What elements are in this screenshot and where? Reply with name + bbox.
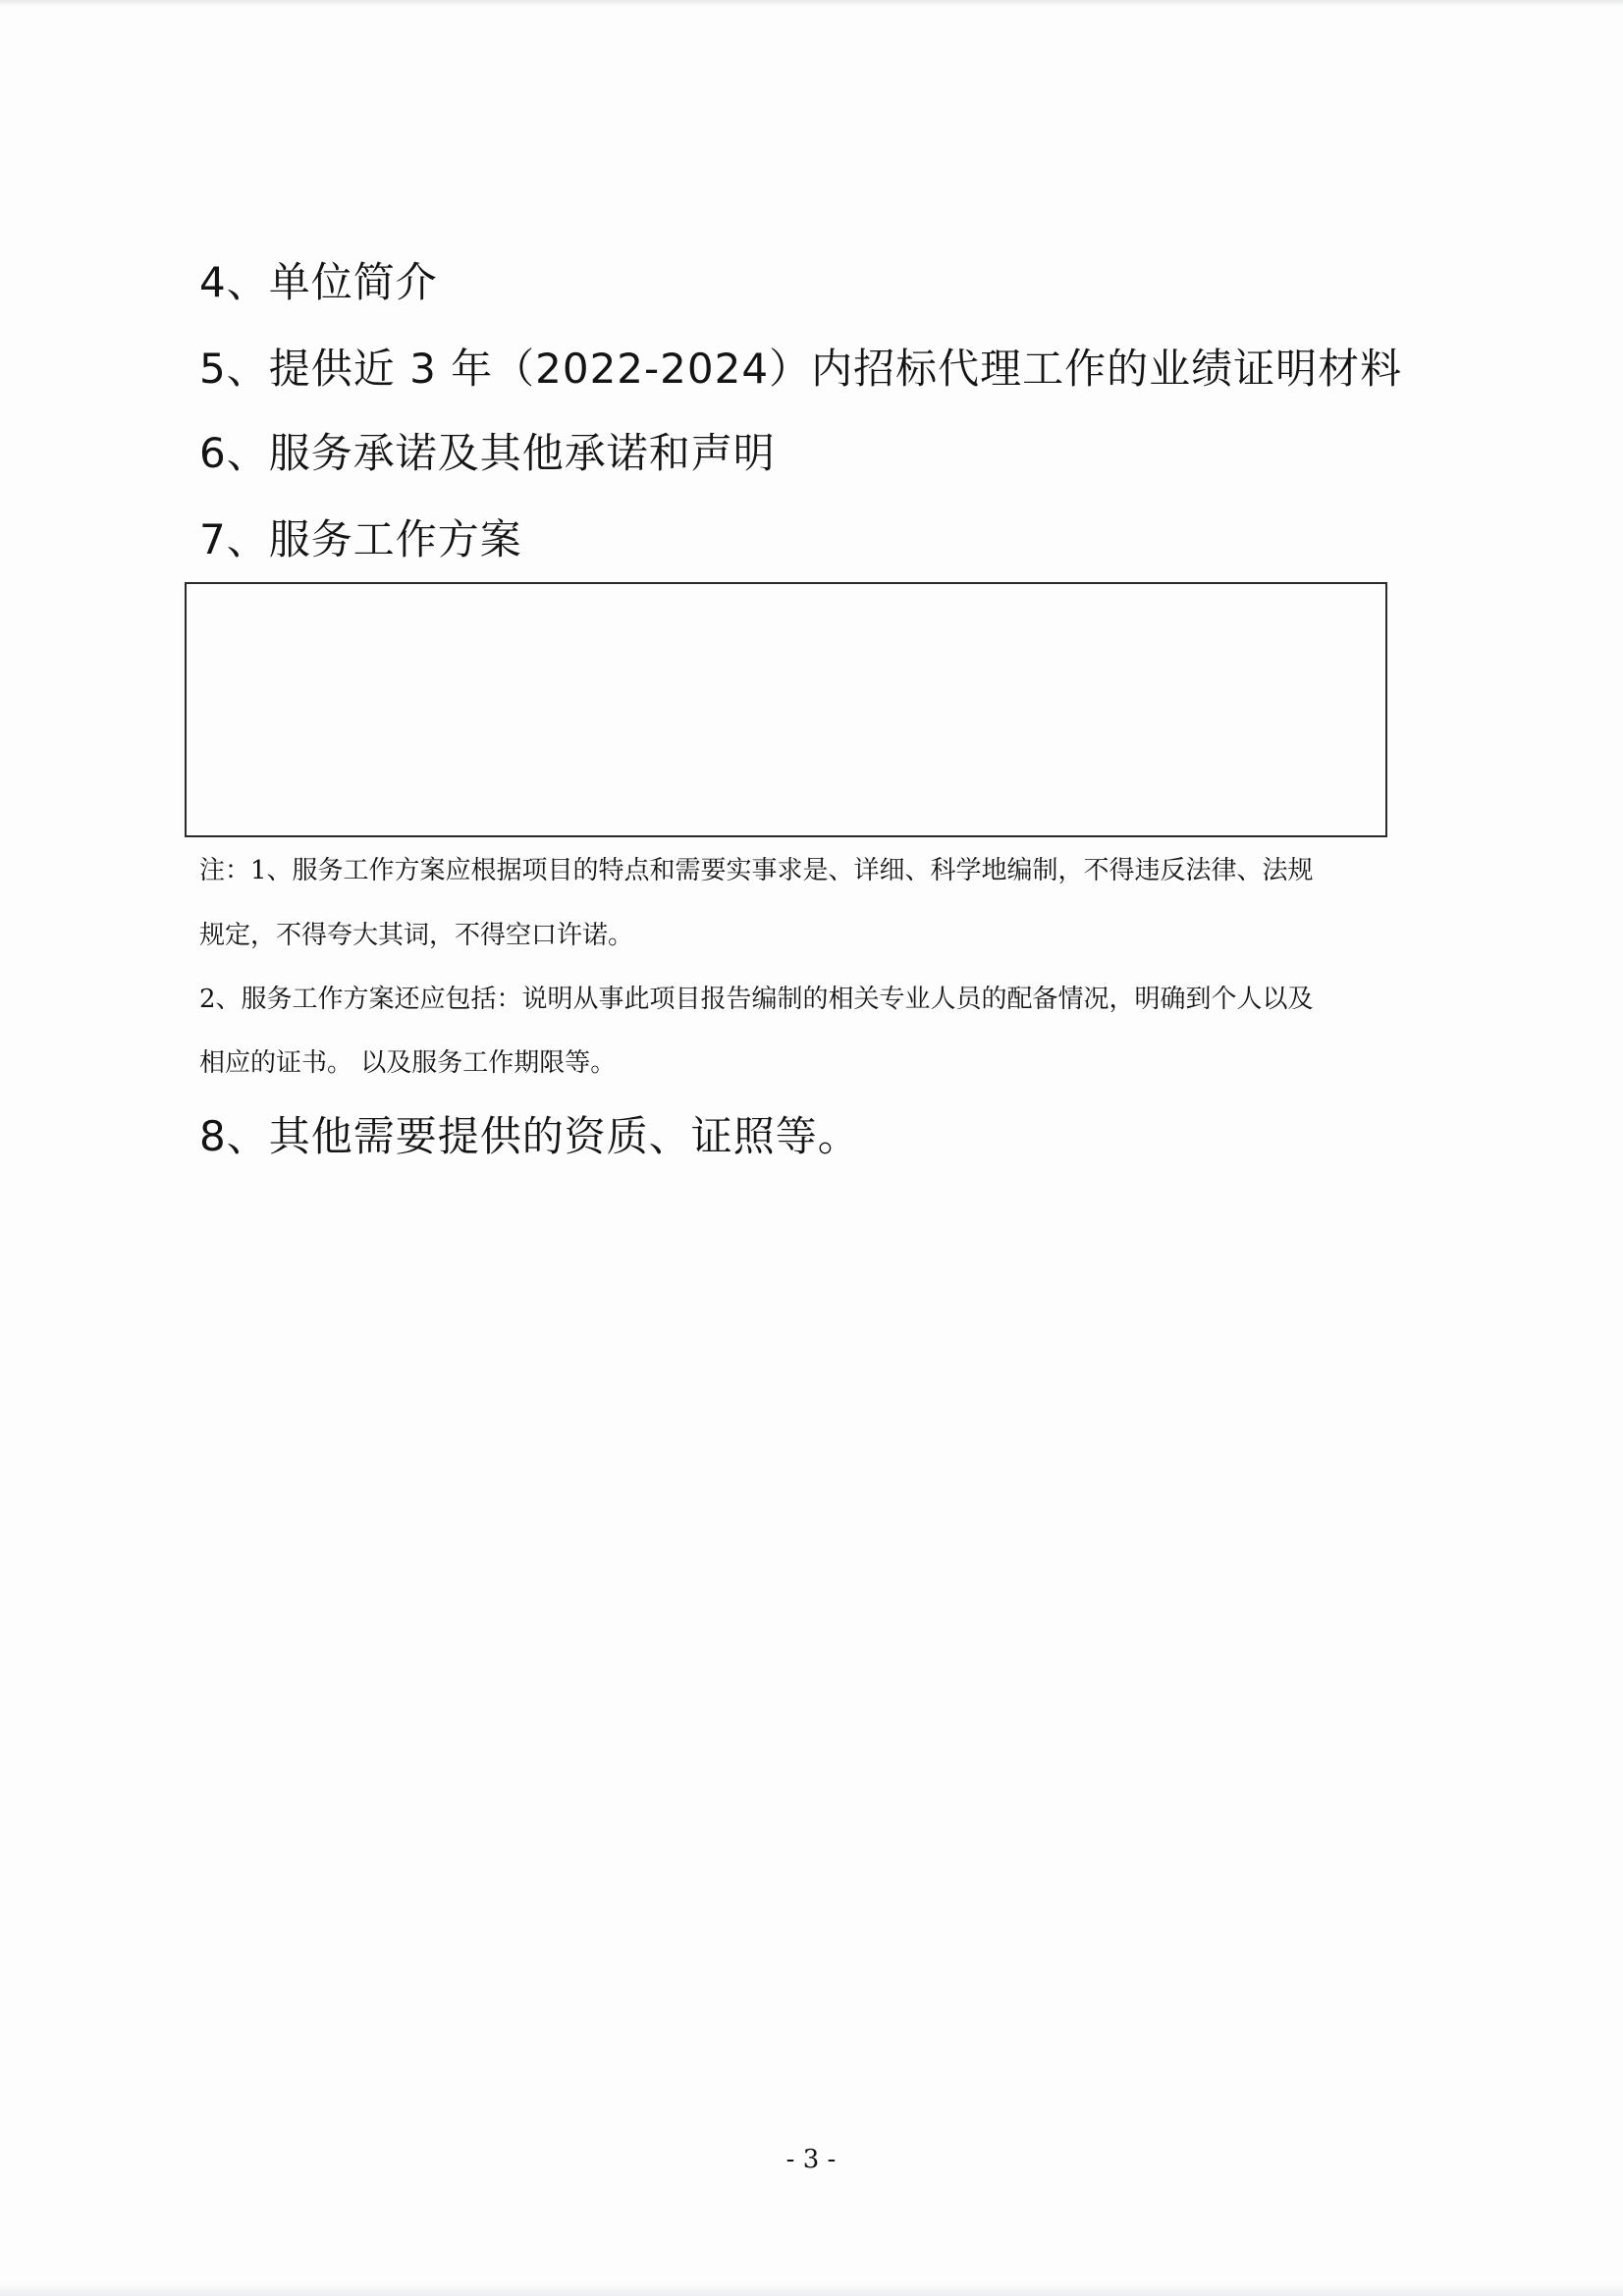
note-1-line-1: 注：1、服务工作方案应根据项目的特点和需要实事求是、详细、科学地编制，不得违反法律、法规 bbox=[199, 856, 1314, 885]
list-item-other-qualifications: 8、其他需要提供的资质、证照等。 bbox=[199, 1112, 860, 1160]
note-2-line-2: 相应的证书。 以及服务工作期限等。 bbox=[199, 1048, 617, 1078]
scan-edge-top bbox=[0, 0, 1623, 6]
page-number: - 3 - bbox=[785, 2145, 837, 2174]
scan-edge-bottom bbox=[0, 2283, 1623, 2296]
list-item-company-profile: 4、单位简介 bbox=[199, 258, 438, 306]
list-item-performance-proof: 5、提供近 3 年（2022-2024）内招标代理工作的业绩证明材料 bbox=[199, 345, 1403, 393]
service-plan-blank-box bbox=[185, 582, 1387, 837]
note-1-line-2: 规定，不得夸大其词，不得空口许诺。 bbox=[199, 921, 634, 950]
list-item-service-commitment: 6、服务承诺及其他承诺和声明 bbox=[199, 429, 776, 477]
list-item-service-plan: 7、服务工作方案 bbox=[199, 515, 522, 563]
note-2-line-1: 2、服务工作方案还应包括：说明从事此项目报告编制的相关专业人员的配备情况，明确到个人以及 bbox=[199, 985, 1314, 1014]
